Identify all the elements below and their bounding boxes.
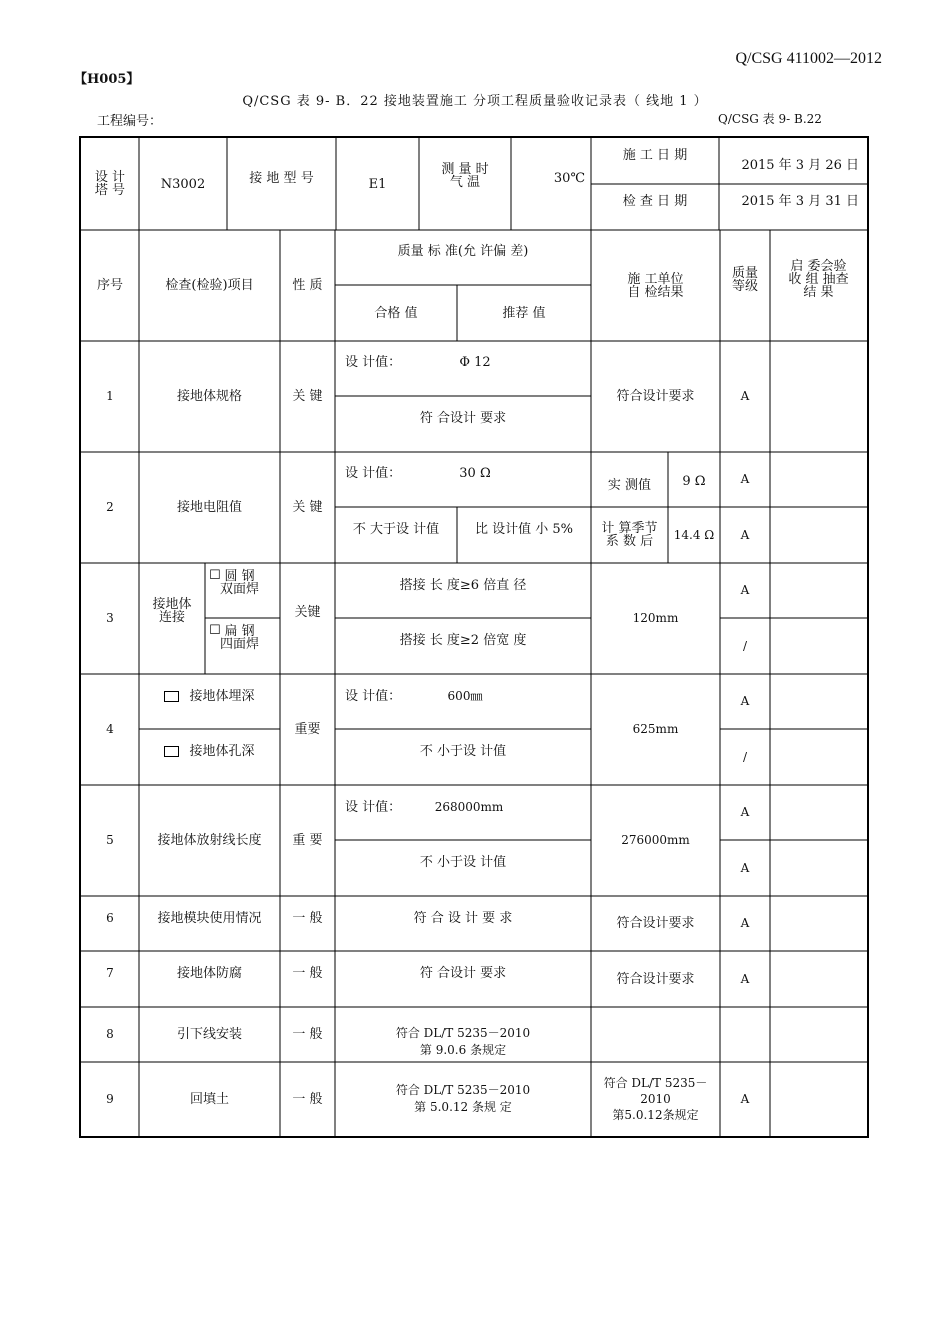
row-8-number: 8 bbox=[106, 1027, 114, 1041]
row-4-grade-1: A bbox=[740, 694, 750, 708]
row-4-grade-2: / bbox=[742, 749, 748, 764]
row-7-standard: 符 合设计 要求 bbox=[419, 965, 507, 981]
standard-code: Q/CSG 411002—2012 bbox=[735, 50, 882, 67]
row-9-standard: 符合 DL/T 5235－2010 第 5.0.12 条规 定 bbox=[395, 1083, 531, 1114]
header-inspection-item: 检查(检验)项目 bbox=[165, 278, 254, 293]
row-2-design-value: 30 Ω bbox=[459, 465, 491, 481]
row-4-burial-depth-label: 接地体埋深 bbox=[189, 688, 255, 704]
inspection-date-value: 2015 年 3 月 31 日 bbox=[741, 193, 859, 209]
project-number-label: 工程编号： bbox=[97, 114, 163, 129]
header-quality-standard: 质量 标 准(允 许偏 差) bbox=[397, 243, 529, 259]
row-1-design-label: 设 计值： bbox=[345, 354, 402, 370]
row-6-number: 6 bbox=[106, 910, 114, 925]
header-acceptance-result: 启 委会验 收 组 抽查 结 果 bbox=[788, 259, 849, 300]
row-7-self-check: 符合设计要求 bbox=[616, 971, 695, 987]
row-2-grade-2: A bbox=[740, 527, 750, 542]
row-8-self-check bbox=[591, 1007, 720, 1062]
row-2-nature: 关 键 bbox=[292, 500, 323, 515]
row-3-grade-2: / bbox=[742, 638, 748, 653]
document-id: 【H005】 bbox=[74, 72, 140, 87]
header-seq: 序号 bbox=[96, 278, 123, 293]
row-9-nature: 一 般 bbox=[292, 1091, 323, 1107]
grounding-type-label: 接 地 型 号 bbox=[249, 170, 314, 186]
row-9-grade: A bbox=[740, 1091, 750, 1106]
grounding-type-value: E1 bbox=[368, 176, 387, 192]
row-4-self-check: 625mm bbox=[632, 722, 679, 736]
row-1-design-value: Φ 12 bbox=[459, 354, 491, 370]
form-reference: Q/CSG 表 9- B.22 bbox=[718, 112, 822, 126]
row-3-standard-2: 搭接 长 度≥2 倍宽 度 bbox=[399, 632, 527, 648]
row-2-grade-1: A bbox=[740, 472, 750, 486]
row-8-item: 引下线安装 bbox=[176, 1027, 242, 1042]
row-5-grade-2: A bbox=[740, 860, 750, 875]
row-4-standard: 不 小于设 计值 bbox=[419, 743, 507, 759]
row-9-item: 回填土 bbox=[189, 1091, 229, 1107]
row-7-grade: A bbox=[740, 971, 750, 986]
row-3-flat-steel-label: 扁 钢 四面焊 bbox=[220, 624, 260, 652]
row-6-self-check: 符合设计要求 bbox=[616, 916, 695, 931]
inspection-table bbox=[79, 136, 869, 1138]
row-2-design-label: 设 计值： bbox=[345, 465, 402, 481]
header-recommended-value: 推荐 值 bbox=[502, 305, 546, 321]
row-5-item: 接地体放射线长度 bbox=[157, 833, 262, 848]
row-5-design-label: 设 计值： bbox=[345, 799, 402, 815]
row-7-number: 7 bbox=[106, 965, 114, 980]
row-2-qualified-value: 不 大于设 计值 bbox=[352, 521, 440, 537]
row-4-hole-depth bbox=[139, 729, 280, 773]
row-3-number: 3 bbox=[106, 611, 114, 625]
row-2-measured-label: 实 测值 bbox=[607, 478, 652, 493]
row-2-measured-value: 9 Ω bbox=[682, 473, 706, 489]
row-3-round-steel-checkbox[interactable]: ☐ bbox=[209, 567, 221, 583]
row-9-self-check: 符合 DL/T 5235－ 2010 第5.0.12条规定 bbox=[603, 1076, 708, 1122]
row-1-self-check: 符合设计要求 bbox=[616, 389, 695, 404]
row-6-item: 接地模块使用情况 bbox=[157, 910, 262, 926]
row-4-hole-depth-checkbox[interactable] bbox=[164, 746, 179, 757]
row-1-number: 1 bbox=[106, 389, 114, 403]
row-5-number: 5 bbox=[106, 833, 114, 847]
inspection-date-label: 检 查 日 期 bbox=[622, 193, 688, 209]
row-4-nature: 重要 bbox=[294, 722, 321, 737]
row-5-grade-1: A bbox=[740, 805, 750, 819]
row-4-burial-depth bbox=[139, 674, 280, 718]
row-4-design-label: 设 计值： bbox=[345, 688, 402, 704]
row-4-number: 4 bbox=[106, 722, 114, 736]
row-3-self-check: 120mm bbox=[632, 611, 679, 625]
construction-date-value: 2015 年 3 月 26 日 bbox=[741, 157, 859, 173]
row-9-number: 9 bbox=[106, 1091, 114, 1106]
row-5-self-check: 276000mm bbox=[621, 833, 690, 847]
measurement-temperature-label: 测 量 时 气 温 bbox=[441, 162, 489, 190]
row-8-standard: 符合 DL/T 5235－2010 第 9.0.6 条规定 bbox=[395, 1025, 531, 1057]
row-2-item: 接地电阻值 bbox=[176, 500, 242, 515]
row-3-grade-1: A bbox=[740, 583, 750, 597]
row-4-burial-depth-checkbox[interactable] bbox=[164, 691, 179, 702]
row-6-nature: 一 般 bbox=[292, 910, 323, 926]
row-1-grade: A bbox=[740, 389, 750, 403]
row-2-seasonal-value: 14.4 Ω bbox=[673, 527, 715, 542]
row-7-nature: 一 般 bbox=[292, 965, 323, 981]
row-8-nature: 一 般 bbox=[292, 1027, 323, 1042]
row-2-recommended-value: 比 设计值 小 5% bbox=[474, 521, 574, 537]
row-6-standard: 符 合 设 计 要 求 bbox=[413, 910, 513, 926]
row-5-standard: 不 小于设 计值 bbox=[419, 854, 507, 870]
header-qualified-value: 合格 值 bbox=[374, 305, 418, 321]
row-1-standard: 符 合设计 要求 bbox=[419, 410, 507, 426]
row-8-grade bbox=[720, 1007, 770, 1062]
row-2-number: 2 bbox=[106, 500, 114, 514]
row-4-hole-depth-label: 接地体孔深 bbox=[189, 743, 255, 759]
row-3-item: 接地体 连接 bbox=[152, 596, 192, 625]
row-3-round-steel-label: 圆 钢 双面焊 bbox=[220, 569, 260, 597]
header-quality-grade: 质量 等级 bbox=[731, 265, 758, 294]
header-self-check-result: 施 工单位 自 检结果 bbox=[627, 271, 684, 300]
measurement-temperature-value: 30℃ bbox=[553, 170, 585, 186]
row-5-design-value: 268000mm bbox=[434, 799, 504, 814]
construction-date-label: 施 工 日 期 bbox=[622, 147, 688, 163]
row-3-standard-1: 搭接 长 度≥6 倍直 径 bbox=[399, 577, 527, 593]
header-nature: 性 质 bbox=[292, 278, 323, 293]
row-3-flat-steel-checkbox[interactable]: ☐ bbox=[209, 622, 221, 638]
row-6-grade: A bbox=[740, 916, 750, 930]
row-5-nature: 重 要 bbox=[292, 833, 323, 848]
design-tower-value: N3002 bbox=[160, 176, 206, 192]
row-7-item: 接地体防腐 bbox=[176, 965, 242, 981]
form-title: Q/CSG 表 9- B．22 接地装置施工 分项工程质量验收记录表（ 线地 1 ） bbox=[242, 94, 708, 109]
row-1-nature: 关 键 bbox=[292, 389, 323, 404]
row-4-design-value: 600㎜ bbox=[447, 688, 483, 703]
row-1-item: 接地体规格 bbox=[176, 389, 242, 404]
row-3-nature: 关键 bbox=[294, 604, 321, 620]
row-2-seasonal-label: 计 算季节 系 数 后 bbox=[601, 521, 658, 549]
design-tower-label: 设 计 塔 号 bbox=[94, 170, 126, 198]
